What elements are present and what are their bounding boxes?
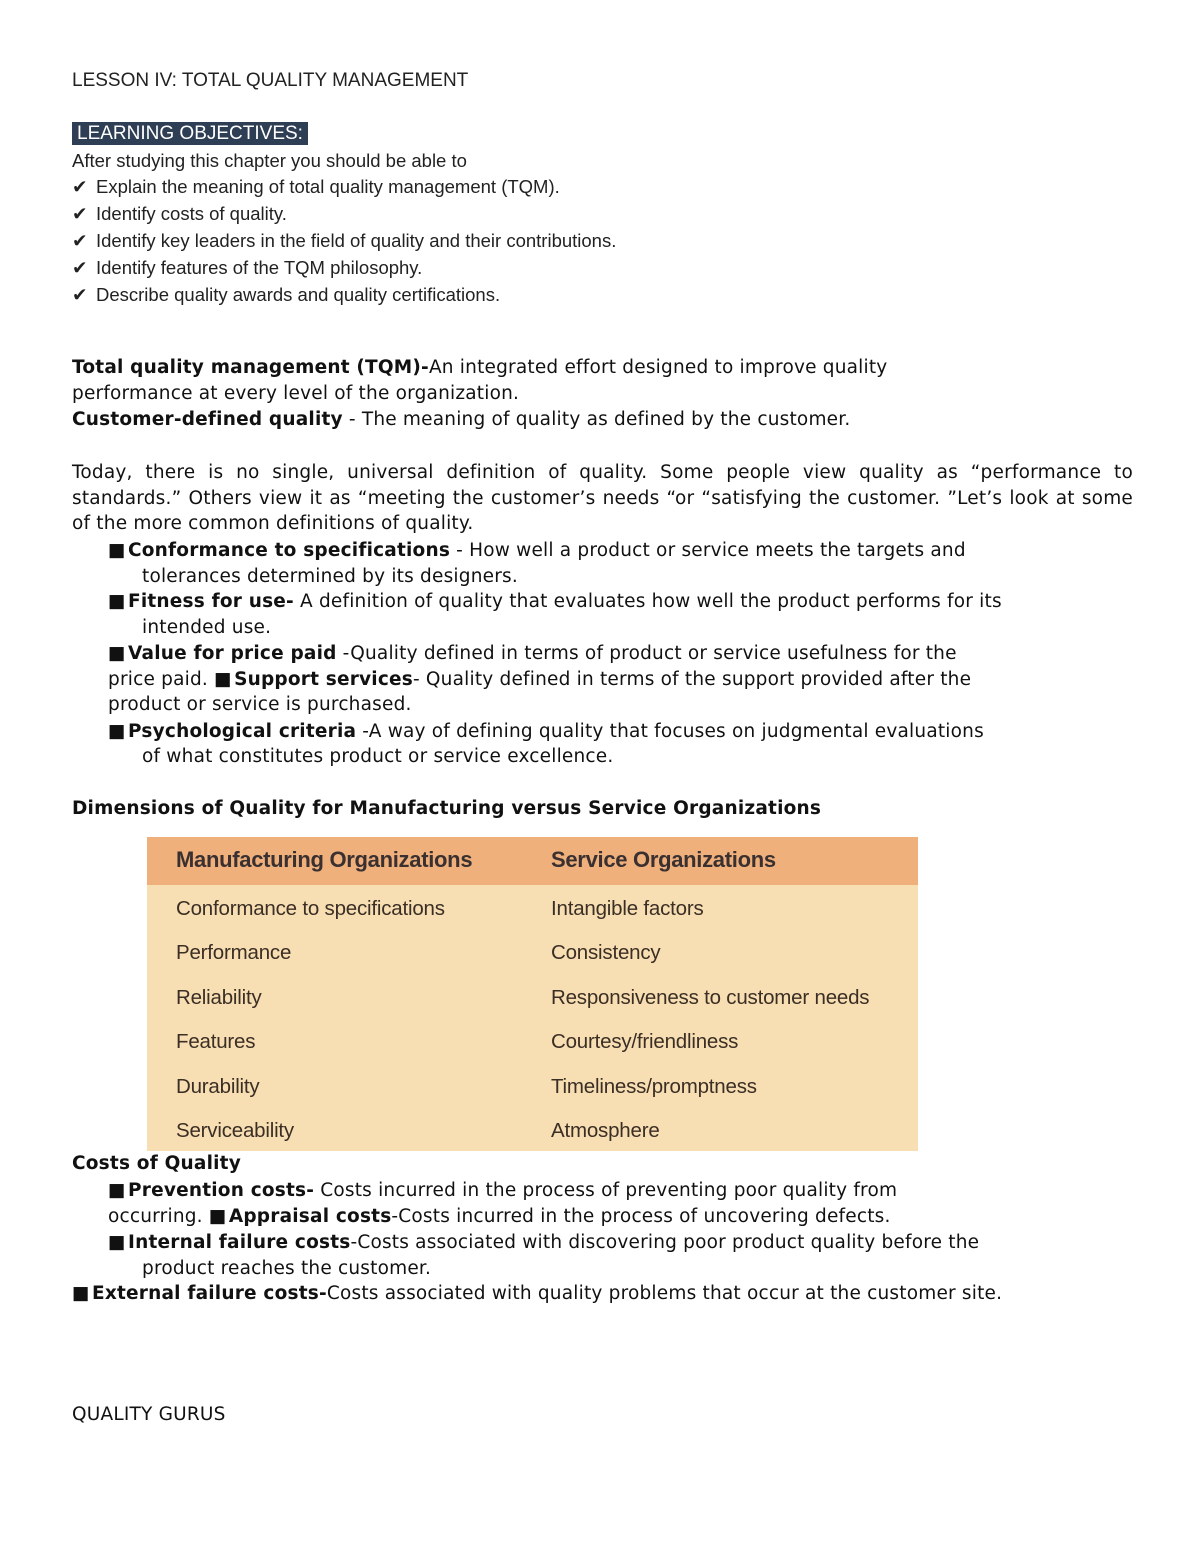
table-cell-service: Courtesy/friendliness — [551, 1030, 739, 1053]
costs-heading: Costs of Quality — [72, 1153, 241, 1174]
conformance-term: Conformance to specifications — [128, 540, 451, 561]
tqm-definition-line1 — [72, 355, 887, 381]
objective-item — [72, 256, 616, 283]
bullet-internal — [108, 1230, 979, 1256]
table-cell-manufacturing: Serviceability — [176, 1119, 294, 1142]
objective-text: Identify key leaders in the field of quality and their contributions. — [96, 230, 617, 251]
objectives-intro: After studying this chapter you should be able to — [72, 150, 467, 171]
support-def: - Quality defined in terms of the support provided after the — [412, 669, 972, 690]
appraisal-def: -Costs incurred in the process of uncovering defects. — [391, 1206, 891, 1227]
prevention-def: Costs incurred in the process of preventing poor quality from — [314, 1180, 898, 1201]
internal-term: Internal failure costs — [128, 1232, 351, 1253]
table-cell-manufacturing: Features — [176, 1030, 256, 1053]
bullet-external — [72, 1281, 1002, 1307]
prevention-def-cont: occurring. — [108, 1206, 209, 1227]
table-cell-manufacturing: Conformance to specifications — [176, 897, 445, 920]
table-cell-manufacturing: Reliability — [176, 986, 262, 1009]
bullet-icon: ■ — [214, 669, 232, 690]
objective-item — [72, 175, 616, 202]
tqm-definition-line2: performance at every level of the organization. — [72, 383, 520, 404]
fitness-def: A definition of quality that evaluates how well the product performs for its — [293, 591, 1002, 612]
objective-text: Identify features of the TQM philosophy. — [96, 257, 423, 278]
appraisal-term: Appraisal costs — [228, 1206, 392, 1227]
table-cell-service: Intangible factors — [551, 897, 704, 920]
value-def-cont: price paid. — [108, 669, 215, 690]
check-icon: ✔ — [72, 284, 88, 305]
objectives-heading: LEARNING OBJECTIVES: — [72, 122, 308, 145]
table-cell-service: Consistency — [551, 941, 661, 964]
table-cell-manufacturing: Performance — [176, 941, 292, 964]
bullet-icon: ■ — [108, 540, 126, 561]
bullet-appraisal — [108, 1204, 891, 1230]
support-def-cont: product or service is purchased. — [108, 694, 412, 715]
table-cell-service: Timeliness/promptness — [551, 1075, 757, 1098]
bullet-icon: ■ — [108, 1180, 126, 1201]
psych-term: Psychological criteria — [128, 721, 357, 742]
check-icon: ✔ — [72, 230, 88, 251]
table-cell-manufacturing: Durability — [176, 1075, 260, 1098]
table-cell-service: Atmosphere — [551, 1119, 660, 1142]
bullet-icon: ■ — [72, 1283, 90, 1304]
cdq-definition: - The meaning of quality as defined by the customer. — [342, 409, 851, 430]
check-icon: ✔ — [72, 203, 88, 224]
bullet-icon: ■ — [108, 643, 126, 664]
table-cell-service: Responsiveness to customer needs — [551, 986, 870, 1009]
fitness-term: Fitness for use- — [128, 591, 294, 612]
dimensions-table — [147, 837, 918, 1151]
objective-text: Explain the meaning of total quality management (TQM). — [96, 176, 560, 197]
bullet-conformance — [108, 538, 966, 564]
value-def: -Quality defined in terms of product or service usefulness for the — [336, 643, 957, 664]
psych-def-cont: of what constitutes product or service excellence. — [142, 746, 614, 767]
bullet-icon: ■ — [208, 1206, 227, 1227]
objective-text: Describe quality awards and quality certifications. — [96, 284, 501, 305]
bullet-icon: ■ — [108, 1232, 126, 1253]
cdq-term: Customer-defined quality — [72, 409, 343, 430]
external-term: External failure costs- — [92, 1283, 327, 1304]
objective-text: Identify costs of quality. — [96, 203, 287, 224]
check-icon: ✔ — [72, 257, 88, 278]
check-icon: ✔ — [72, 176, 88, 197]
quality-gurus-heading: QUALITY GURUS — [72, 1404, 226, 1425]
external-def: Costs associated with quality problems that occur at the customer site. — [326, 1283, 1003, 1304]
objective-item — [72, 202, 616, 229]
objective-item — [72, 229, 616, 256]
table-header-manufacturing: Manufacturing Organizations — [176, 847, 473, 872]
psych-def: -A way of defining quality that focuses on judgmental evaluations — [356, 721, 984, 742]
lesson-title: LESSON IV: TOTAL QUALITY MANAGEMENT — [72, 70, 469, 91]
conformance-def: - How well a product or service meets the targets and — [450, 540, 966, 561]
conformance-def-cont: tolerances determined by its designers. — [142, 566, 518, 587]
bullet-value — [108, 641, 957, 667]
bullet-psychological — [108, 719, 984, 745]
bullet-support — [108, 667, 971, 693]
intro-paragraph: Today, there is no single, universal definition of quality. Some people view quality as “performance to standards.” Others view it as “meeting the customer’s needs “or “satisfying the customer. ”Let’s look at some of the more common definitions of quality. — [72, 462, 1133, 534]
value-term: Value for price paid — [128, 643, 337, 664]
table-header-service: Service Organizations — [551, 847, 776, 872]
bullet-fitness — [108, 589, 1002, 615]
bullet-icon: ■ — [108, 591, 126, 612]
support-term: Support services — [234, 669, 413, 690]
prevention-term: Prevention costs- — [128, 1180, 315, 1201]
fitness-def-cont: intended use. — [142, 617, 272, 638]
bullet-prevention — [108, 1178, 897, 1204]
internal-def: -Costs associated with discovering poor product quality before the — [350, 1232, 980, 1253]
tqm-definition: An integrated effort designed to improve quality — [428, 357, 888, 378]
tqm-term: Total quality management (TQM)- — [72, 357, 429, 378]
customer-defined-quality — [72, 407, 850, 433]
objective-item — [72, 283, 616, 310]
objectives-list — [72, 175, 616, 310]
dimensions-heading: Dimensions of Quality for Manufacturing versus Service Organizations — [72, 798, 822, 819]
internal-def-cont: product reaches the customer. — [142, 1258, 432, 1279]
bullet-icon: ■ — [108, 721, 126, 742]
